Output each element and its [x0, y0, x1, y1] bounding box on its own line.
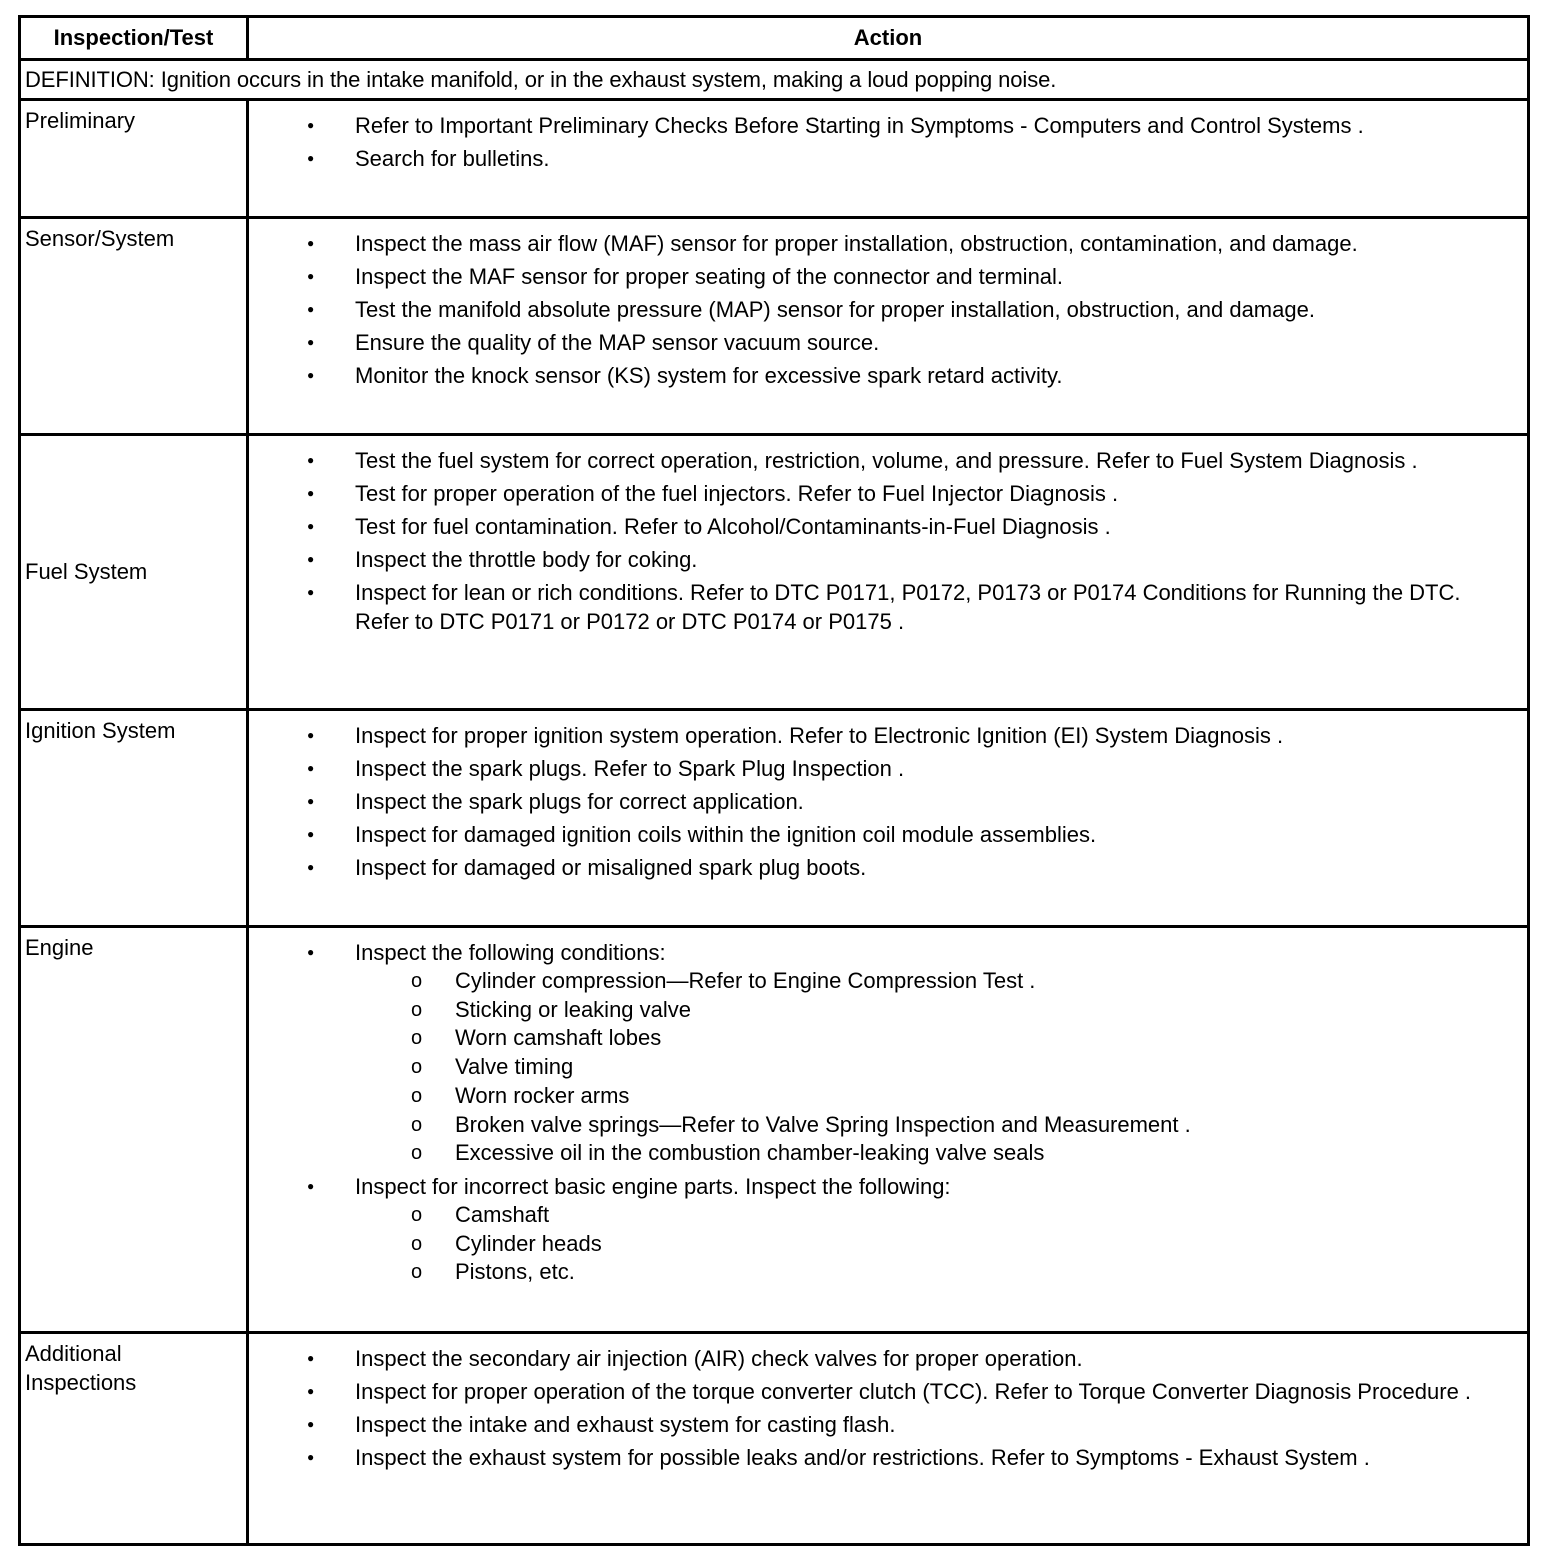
- list-item: ● Inspect for proper ignition system operation. Refer to Electronic Ignition (EI) System Diagnosis .: [249, 721, 1527, 750]
- list-item: ● Inspect for damaged or misaligned spark plug boots.: [249, 853, 1527, 882]
- table-header-row: [21, 18, 1527, 61]
- row-label: Ignition System: [25, 718, 176, 743]
- list-item: [249, 938, 1527, 1168]
- list-item: [249, 1172, 1527, 1287]
- list-item-text: Inspect for incorrect basic engine parts. Inspect the following:: [355, 1173, 951, 1199]
- sub-list-item: o Worn rocker arms: [355, 1082, 1517, 1111]
- sub-list-item: o Camshaft: [355, 1201, 1517, 1230]
- action-list: [249, 446, 1527, 640]
- sub-list-item: o Pistons, etc.: [355, 1258, 1517, 1287]
- row-label: Fuel System: [25, 559, 148, 584]
- table-row-ignition-system: [21, 711, 1527, 928]
- list-item: ● Test the fuel system for correct operation, restriction, volume, and pressure. Refer to Fuel System Diagnosis .: [249, 446, 1527, 475]
- list-item: ● Search for bulletins.: [249, 144, 1527, 173]
- list-item: ● Inspect for damaged ignition coils within the ignition coil module assemblies.: [249, 820, 1527, 849]
- list-item: ● Test for proper operation of the fuel injectors. Refer to Fuel Injector Diagnosis .: [249, 479, 1527, 508]
- sub-list: [355, 1201, 1517, 1287]
- diagnostic-table: [18, 15, 1530, 1546]
- list-item: ● Monitor the knock sensor (KS) system for excessive spark retard activity.: [249, 361, 1527, 390]
- action-list: [249, 1344, 1527, 1476]
- list-item: ● Inspect the exhaust system for possible leaks and/or restrictions. Refer to Symptoms - Exhaust System .: [249, 1443, 1527, 1472]
- row-label: Engine: [25, 935, 94, 960]
- list-item: ● Inspect for proper operation of the torque converter clutch (TCC). Refer to Torque Converter Diagnosis Procedure .: [249, 1377, 1527, 1406]
- list-item: ● Inspect the MAF sensor for proper seating of the connector and terminal.: [249, 262, 1527, 291]
- sub-list-item: o Excessive oil in the combustion chamber-leaking valve seals: [355, 1139, 1517, 1168]
- action-list: [249, 721, 1527, 886]
- row-label-line: Additional: [25, 1341, 122, 1366]
- sub-list-item: o Cylinder compression—Refer to Engine Compression Test .: [355, 967, 1517, 996]
- list-item: ● Test the manifold absolute pressure (MAP) sensor for proper installation, obstruction, and damage.: [249, 295, 1527, 324]
- row-label: Sensor/System: [25, 226, 175, 251]
- list-item: ● Inspect the mass air flow (MAF) sensor for proper installation, obstruction, contamination, and damage.: [249, 229, 1527, 258]
- header-action: Action: [853, 25, 923, 50]
- list-item: ● Inspect the spark plugs. Refer to Spark Plug Inspection .: [249, 754, 1527, 783]
- list-item: ● Test for fuel contamination. Refer to Alcohol/Contaminants-in-Fuel Diagnosis .: [249, 512, 1527, 541]
- table-row-preliminary: [21, 101, 1527, 219]
- sub-list-item: o Sticking or leaking valve: [355, 996, 1517, 1025]
- header-inspection-test: Inspection/Test: [21, 18, 249, 58]
- definition-text: DEFINITION: Ignition occurs in the intake manifold, or in the exhaust system, making a loud popping noise.: [25, 66, 1057, 92]
- table-row-sensor-system: [21, 219, 1527, 436]
- table-row-engine: [21, 928, 1527, 1334]
- sub-list-item: o Cylinder heads: [355, 1230, 1517, 1259]
- list-item: ● Inspect the intake and exhaust system for casting flash.: [249, 1410, 1527, 1439]
- list-item: ● Inspect the secondary air injection (AIR) check valves for proper operation.: [249, 1344, 1527, 1373]
- list-item: ● Inspect the spark plugs for correct application.: [249, 787, 1527, 816]
- action-list: [249, 229, 1527, 394]
- row-label: Preliminary: [25, 108, 136, 133]
- sub-list-item: o Broken valve springs—Refer to Valve Spring Inspection and Measurement .: [355, 1111, 1517, 1140]
- list-item: ● Ensure the quality of the MAP sensor vacuum source.: [249, 328, 1527, 357]
- sub-list: [355, 967, 1517, 1168]
- list-item: ● Inspect the throttle body for coking.: [249, 545, 1527, 574]
- sub-list-item: o Worn camshaft lobes: [355, 1024, 1517, 1053]
- sub-list-item: o Valve timing: [355, 1053, 1517, 1082]
- table-row-additional-inspections: [21, 1334, 1527, 1543]
- list-item-text: Inspect the following conditions:: [355, 940, 666, 965]
- table-row-fuel-system: [21, 436, 1527, 711]
- definition-row: [21, 61, 1527, 101]
- row-label: [25, 1339, 136, 1397]
- action-list: [249, 111, 1527, 177]
- list-item: ● Inspect for lean or rich conditions. Refer to DTC P0171, P0172, P0173 or P0174 Conditions for Running the DTC. Refer to DTC P0171 or P0172 or DTC P0174 or P0175 .: [249, 578, 1527, 636]
- list-item: ● Refer to Important Preliminary Checks Before Starting in Symptoms - Computers and Control Systems .: [249, 111, 1527, 140]
- action-list: [249, 938, 1527, 1291]
- row-label-line: Inspections: [25, 1370, 137, 1395]
